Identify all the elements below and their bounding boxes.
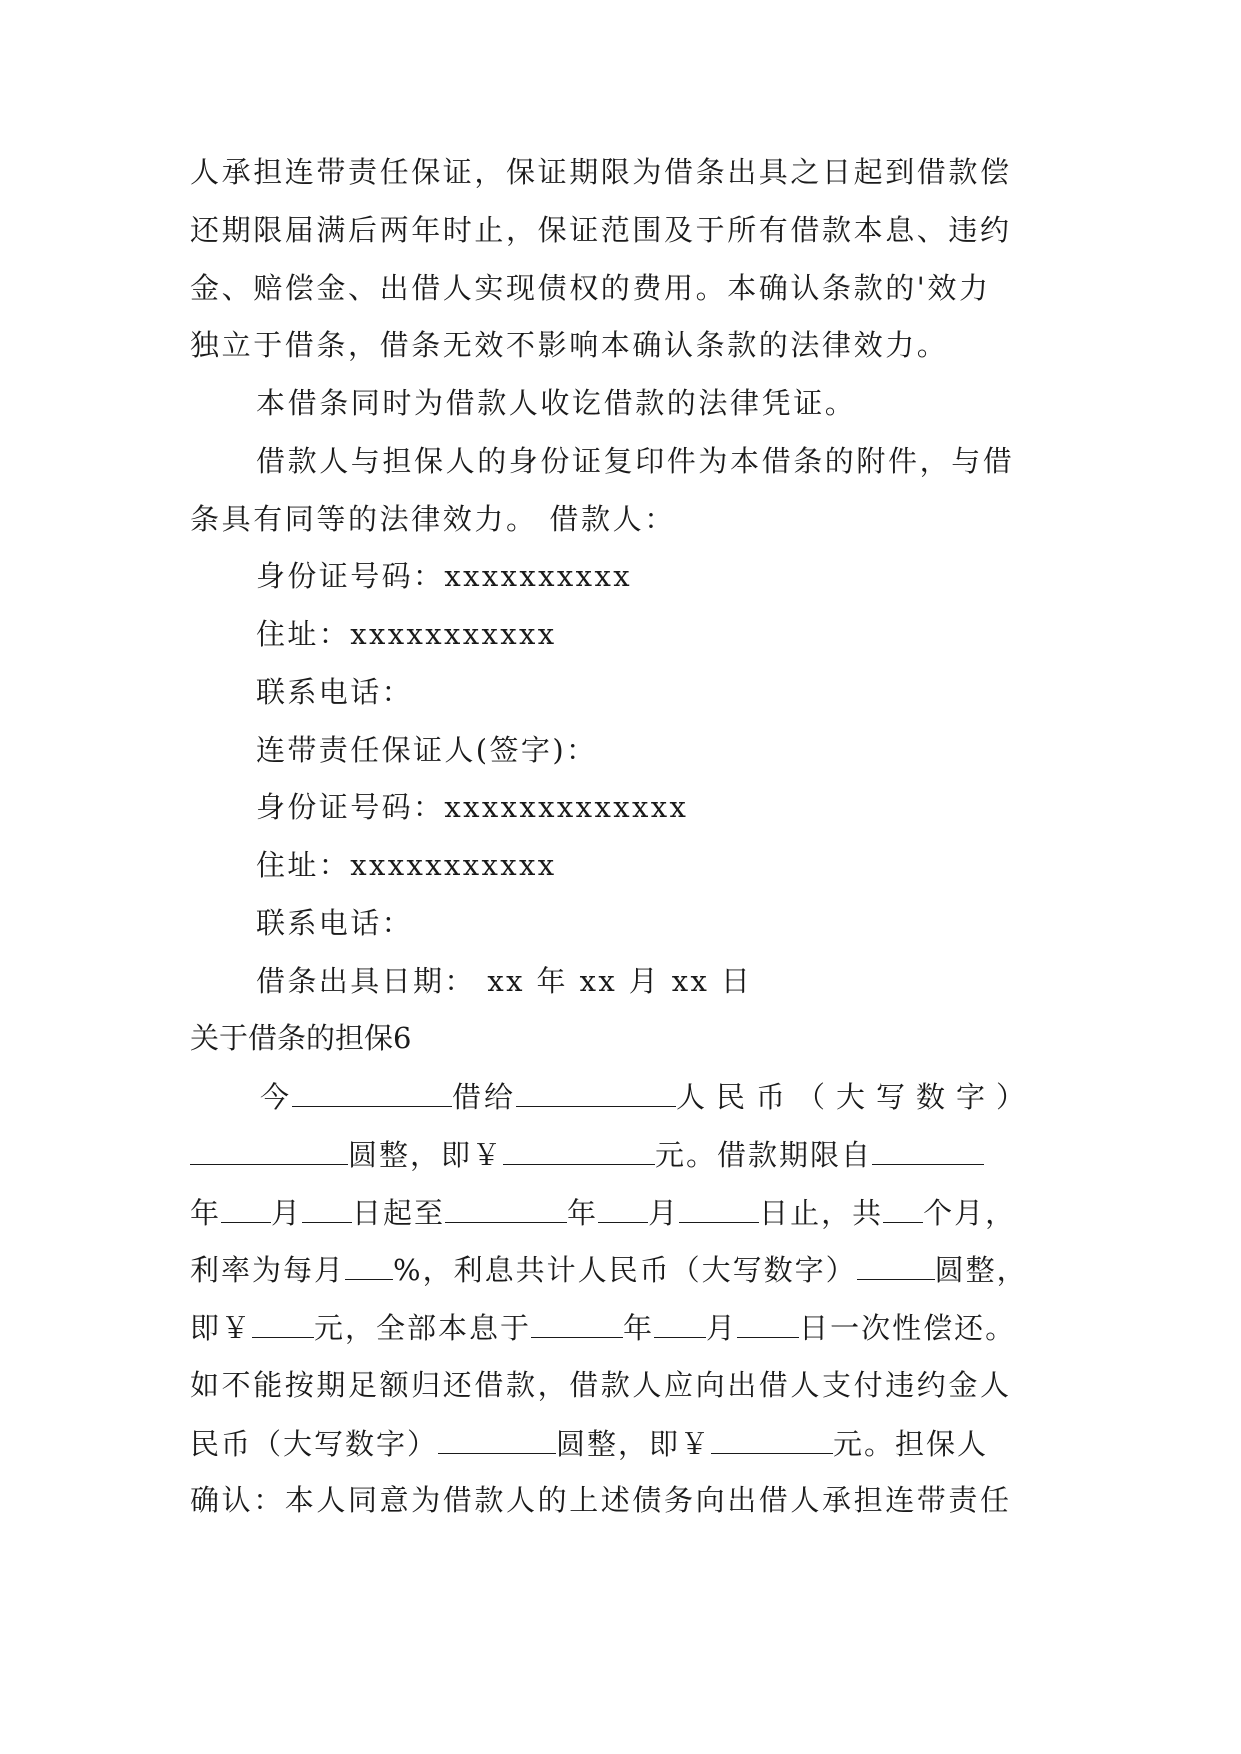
amount-words-blank xyxy=(190,1134,348,1165)
issue-date-line: 借条出具日期： xx 年 xx 月 xx 日 xyxy=(256,964,753,998)
paragraph-line: 如不能按期足额归还借款，借款人应向出借人支付违约金人 xyxy=(190,1368,1012,1402)
paragraph-line: 还期限届满后两年时止，保证范围及于所有借款本息、违约 xyxy=(190,213,1012,247)
template-line: 即￥ 元，全部本息于 年 月 日一次性偿还。 xyxy=(190,1307,1060,1347)
interest-blank xyxy=(857,1249,935,1280)
paragraph-line: 人承担连带责任保证，保证期限为借条出具之日起到借款偿 xyxy=(190,155,1012,189)
template-line: 利率为每月 %，利息共计人民币（大写数字） 圆整， xyxy=(190,1249,1060,1289)
section-heading: 关于借条的担保6 xyxy=(190,1021,412,1055)
paragraph-line: 确认：本人同意为借款人的上述债务向出借人承担连带责任 xyxy=(190,1483,1012,1517)
paragraph-line: 独立于借条，借条无效不影响本确认条款的法律效力。 xyxy=(190,328,949,362)
guarantor-signature-line: 连带责任保证人(签字)： xyxy=(256,733,598,767)
template-line: 民币（大写数字） 圆整，即￥ 元。担保人 xyxy=(190,1423,1060,1463)
rate-blank xyxy=(345,1249,393,1280)
borrower-phone-line: 联系电话： xyxy=(256,675,414,709)
guarantor-address-line: 住址：xxxxxxxxxxx xyxy=(256,848,557,882)
template-line: 今 借给 人民币（大写数字） xyxy=(190,1076,1060,1116)
borrower-id-line: 身份证号码：xxxxxxxxxx xyxy=(256,559,632,593)
paragraph-line: 条具有同等的法律效力。 借款人： xyxy=(190,502,676,536)
guarantor-id-line: 身份证号码：xxxxxxxxxxxxx xyxy=(256,790,689,824)
template-line: 圆整，即￥ 元。借款期限自 xyxy=(190,1134,1060,1174)
paragraph-line: 本借条同时为借款人收讫借款的法律凭证。 xyxy=(256,386,857,420)
penalty-number-blank xyxy=(711,1423,833,1454)
borrower-address-line: 住址：xxxxxxxxxxx xyxy=(256,617,557,651)
amount-number-blank xyxy=(503,1134,655,1165)
paragraph-line: 借款人与担保人的身份证复印件为本借条的附件，与借 xyxy=(256,444,1015,478)
borrower-blank xyxy=(516,1076,676,1107)
start-year-blank xyxy=(872,1134,984,1165)
template-line: 年 月 日起至 年 月 日止，共 个月， xyxy=(190,1192,1060,1232)
penalty-words-blank xyxy=(438,1423,556,1454)
guarantor-phone-line: 联系电话： xyxy=(256,906,414,940)
paragraph-line: 金、赔偿金、出借人实现债权的费用。本确认条款的'效力 xyxy=(190,271,991,305)
lender-blank xyxy=(292,1076,452,1107)
